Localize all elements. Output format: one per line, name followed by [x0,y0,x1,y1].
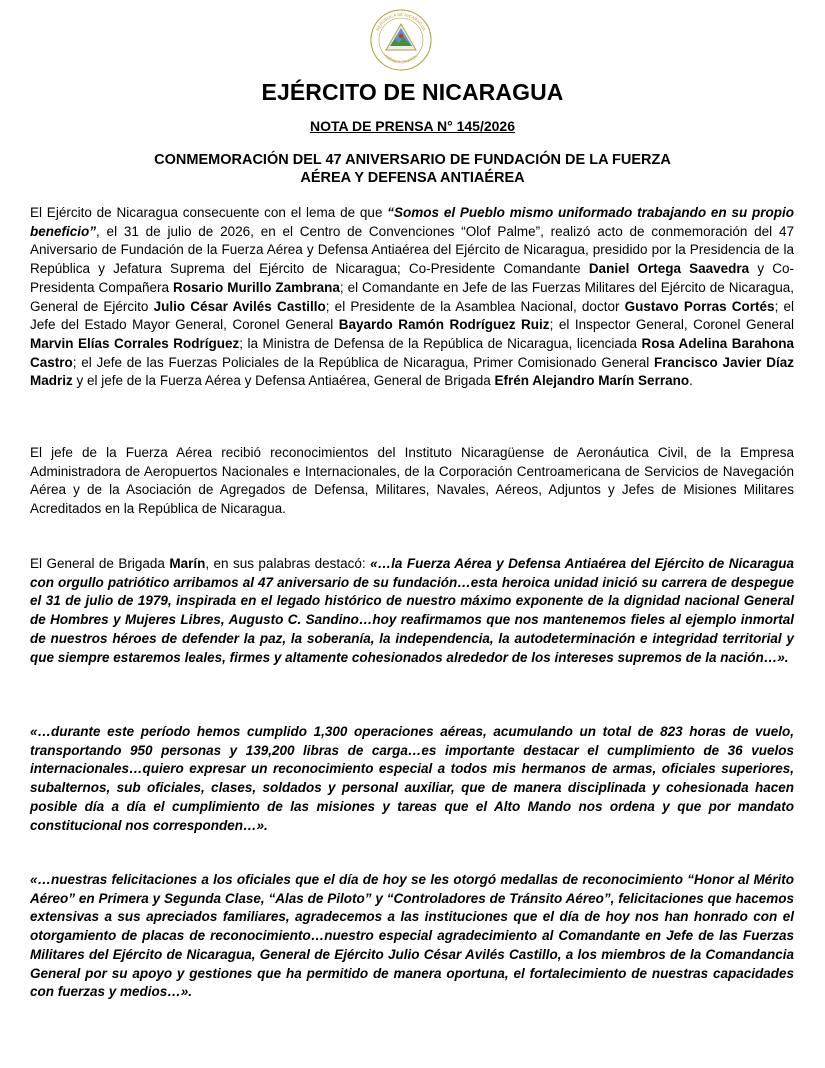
text-run: y Co-Presidenta Compañera [30,261,795,295]
official-name: Marvin Elías Corrales Rodríguez [30,335,240,351]
official-name: Francisco Javier Díaz Madriz [30,354,794,389]
paragraph-event-summary [30,204,794,391]
nicaragua-coat-of-arms-icon [366,8,436,72]
text-run: y el jefe de la Fuerza Aérea y Defensa Antiaérea, General de Brigada [72,373,495,389]
paragraph-speech-acknowledgements: «…nuestras felicitaciones a los oficiales que el día de hoy se les otorgó medallas de reconocimiento “Honor al Mérito Aéreo” en Primera y Segunda Clase, “Alas de Piloto” y “Controladores de Tránsito Aéreo”, felicitaciones que hacemos extensivas a sus apreciados familiares, agradecemos a las instituciones que el día de hoy nos han honrado con el otorgamiento de placas de reconocimiento…nuestro especial agradecimiento al Comandante en Jefe de las Fuerzas Militares del Ejército de Nicaragua, General de Ejército Julio César Avilés Castillo, a los miembros de la Comandancia General por su apoyo y gestiones que ha permitido de manera oportuna, el fortalecimiento de nuestras capacidades con fuerzas y medios…». [30,872,794,1000]
official-name: Gustavo Porras Cortés [624,298,775,314]
press-headline [60,151,765,187]
press-note-number: NOTA DE PRENSA N° 145/2026 [309,118,516,134]
paragraph-speech-intro [30,555,794,667]
text-run: ; el Inspector General, Coronel General [549,317,794,333]
headline-line-1: CONMEMORACIÓN DEL 47 ANIVERSARIO DE FUNDACIÓN DE LA FUERZA [154,152,671,168]
text-run: El General de Brigada [30,556,170,571]
text-run: ; el Comandante en Jefe de las Fuerzas Militares del Ejército de Nicaragua, General de Ejército [30,279,794,314]
svg-text:AMÉRICA CENTRAL: AMÉRICA CENTRAL [383,52,419,65]
text-run: ; el Jefe de las Fuerzas Policiales de la República de Nicaragua, Primer Comisionado General [72,354,654,370]
text-run: ; el Jefe del Estado Mayor General, Coronel General [30,298,795,333]
official-name: Rosario Murillo Zambrana [172,279,340,295]
text-run: El Ejército de Nicaragua consecuente con el lema de que [30,205,388,220]
official-name: Efrén Alejandro Marín Serrano [494,373,690,389]
official-name: Daniel Ortega Saavedra [588,261,750,277]
official-name: Bayardo Ramón Rodríguez Ruiz [338,317,550,333]
paragraph-speech-operations: «…durante este período hemos cumplido 1,300 operaciones aéreas, acumulando un total de 823 horas de vuelo, transportando 950 personas y 139,200 libras de carga…es importante destacar el cumplimiento de 36 vuelos internacionales…quiero expresar un reconocimiento especial a todos mis hermanos de armas, oficiales superiores, subalternos, sub oficiales, clases, soldados y personal auxiliar, que de manera disciplinada y cohesionada hacen posible día a día el cumplimiento de las misiones y tareas que el Alto Mando nos ordena y que por mandato constitucional nos corresponden…». [30,724,794,833]
official-name: Rosa Adelina Barahona Castro [30,335,794,370]
speaker-name: Marín [169,556,206,571]
paragraph-recognitions: El jefe de la Fuerza Aérea recibió reconocimientos del Instituto Nicaragüense de Aeronáutica Civil, de la Empresa Administradora de Aeropuertos Nacionales e Internacionales, de la Corporación Centroamericana de Servicios de Navegación Aérea y de la Asociación de Agregados de Defensa, Militares, Navales, Aéreos, Adjuntos y Jefes de Misiones Militares Acreditados en la República de Nicaragua. [30,445,794,517]
text-run: , el 31 de julio de 2026, en el Centro de Convenciones “Olof Palme”, realizó acto de conmemoración del 47 Aniversario de Fundación de la Fuerza Aérea y Defensa Antiaérea del Ejército de Nicaragua, presidido por la Presidencia de la República y Jefatura Suprema del Ejército de Nicaragua; Co-Presidente Comandante [30,223,794,277]
text-run: . [689,373,693,389]
organization-title: EJÉRCITO DE NICARAGUA [261,79,564,105]
headline-line-2: AÉREA Y DEFENSA ANTIAÉREA [300,170,525,186]
text-run: , en sus palabras destacó: [205,556,371,571]
army-motto: “Somos el Pueblo mismo uniformado trabajando en su propio beneficio” [30,205,794,239]
speech-quote: «…la Fuerza Aérea y Defensa Antiaérea del Ejército de Nicaragua con orgullo patriótico arribamos al 47 aniversario de su fundación…esta heroica unidad inició su carrera de despegue el 31 de julio de 1979, inspirada en el legado histórico de nuestro máximo exponente de la dignidad nacional General de Hombres y Mujeres Libres, Augusto C. Sandino…hoy reafirmamos que nos mantenemos fieles al ejemplo inmortal de nuestros héroes de defender la paz, la soberanía, la independencia, la autodeterminación e integridad territorial y que siempre estaremos leales, firmes y altamente cohesionados alrededor de los intereses supremos de la nación…». [30,556,794,665]
text-run: ; el Presidente de la Asamblea Nacional, doctor [325,298,625,314]
official-name: Julio César Avilés Castillo [153,298,326,314]
text-run: ; la Ministra de Defensa de la República de Nicaragua, licenciada [239,335,642,351]
svg-text:REPÚBLICA DE NICARAGUA: REPÚBLICA DE NICARAGUA [375,11,427,32]
